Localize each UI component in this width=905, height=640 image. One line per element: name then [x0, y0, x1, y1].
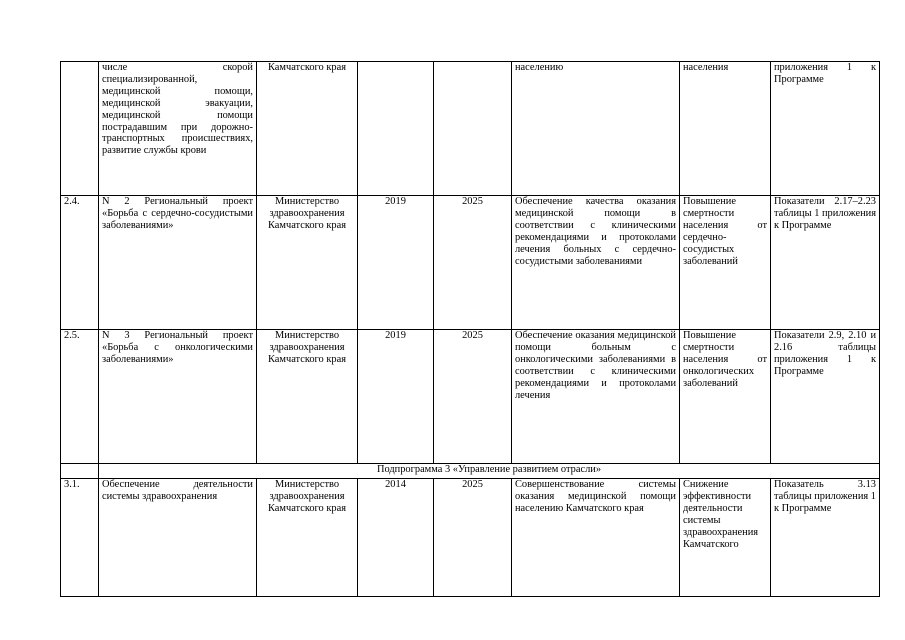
- indicator-cell: Показатель 3.13 таблицы приложения 1 к Программе: [771, 479, 880, 597]
- executor-cell: Министерство здравоохранения Камчатского края: [257, 196, 358, 330]
- start-year-cell: 2019: [358, 196, 434, 330]
- executor-cell: Министерство здравоохранения Камчатского края: [257, 330, 358, 464]
- row-number-cell: [61, 62, 99, 196]
- table-row: [61, 479, 880, 597]
- consequence-cell: Повышение смертности населения от сердечно-сосудистых заболеваний: [680, 196, 771, 330]
- indicator-cell: приложения 1 к Программе: [771, 62, 880, 196]
- measure-name-cell: Обеспечение деятельности системы здравоохранения: [99, 479, 257, 597]
- start-year-cell: 2019: [358, 330, 434, 464]
- indicator-cell: Показатели 2.17–2.23 таблицы 1 приложения к Программе: [771, 196, 880, 330]
- program-measures-table: [60, 61, 880, 597]
- indicator-cell: Показатели 2.9, 2.10 и 2.16 таблицы приложения 1 к Программе: [771, 330, 880, 464]
- start-year-cell: 2014: [358, 479, 434, 597]
- end-year-cell: 2025: [434, 330, 512, 464]
- subprogram-row: [61, 464, 880, 479]
- table-row: [61, 196, 880, 330]
- consequence-cell: населения: [680, 62, 771, 196]
- subprogram-title: Подпрограмма 3 «Управление развитием отрасли»: [99, 464, 880, 479]
- row-number-cell: [61, 464, 99, 479]
- executor-cell: Камчатского края: [257, 62, 358, 196]
- row-number-cell: 2.4.: [61, 196, 99, 330]
- start-year-cell: [358, 62, 434, 196]
- measure-name-cell: числе скорой специализированной, медицинской помощи, медицинской эвакуации, медицинской помощи пострадавшим при дорожно-транспортных происшествиях, развитие службы крови: [99, 62, 257, 196]
- end-year-cell: 2025: [434, 479, 512, 597]
- end-year-cell: [434, 62, 512, 196]
- table-row: [61, 330, 880, 464]
- expected-result-cell: населению: [512, 62, 680, 196]
- measure-name-cell: N 2 Региональный проект «Борьба с сердечно-сосудистыми заболеваниями»: [99, 196, 257, 330]
- row-number-cell: 3.1.: [61, 479, 99, 597]
- expected-result-cell: Совершенствование системы оказания медицинской помощи населению Камчатского края: [512, 479, 680, 597]
- executor-cell: Министерство здравоохранения Камчатского края: [257, 479, 358, 597]
- table-row: [61, 62, 880, 196]
- consequence-cell: Повышение смертности населения от онкологических заболеваний: [680, 330, 771, 464]
- end-year-cell: 2025: [434, 196, 512, 330]
- row-number-cell: 2.5.: [61, 330, 99, 464]
- consequence-cell: Снижение эффективности деятельности системы здравоохранения Камчатского: [680, 479, 771, 597]
- expected-result-cell: Обеспечение оказания медицинской помощи больным с онкологическими заболеваниями в соответствии с клиническими рекомендациями и протоколами лечения: [512, 330, 680, 464]
- measure-name-cell: N 3 Региональный проект «Борьба с онкологическими заболеваниями»: [99, 330, 257, 464]
- expected-result-cell: Обеспечение качества оказания медицинской помощи в соответствии с клиническими рекомендациями и протоколами лечения больных с сердечно-сосудистыми заболеваниями: [512, 196, 680, 330]
